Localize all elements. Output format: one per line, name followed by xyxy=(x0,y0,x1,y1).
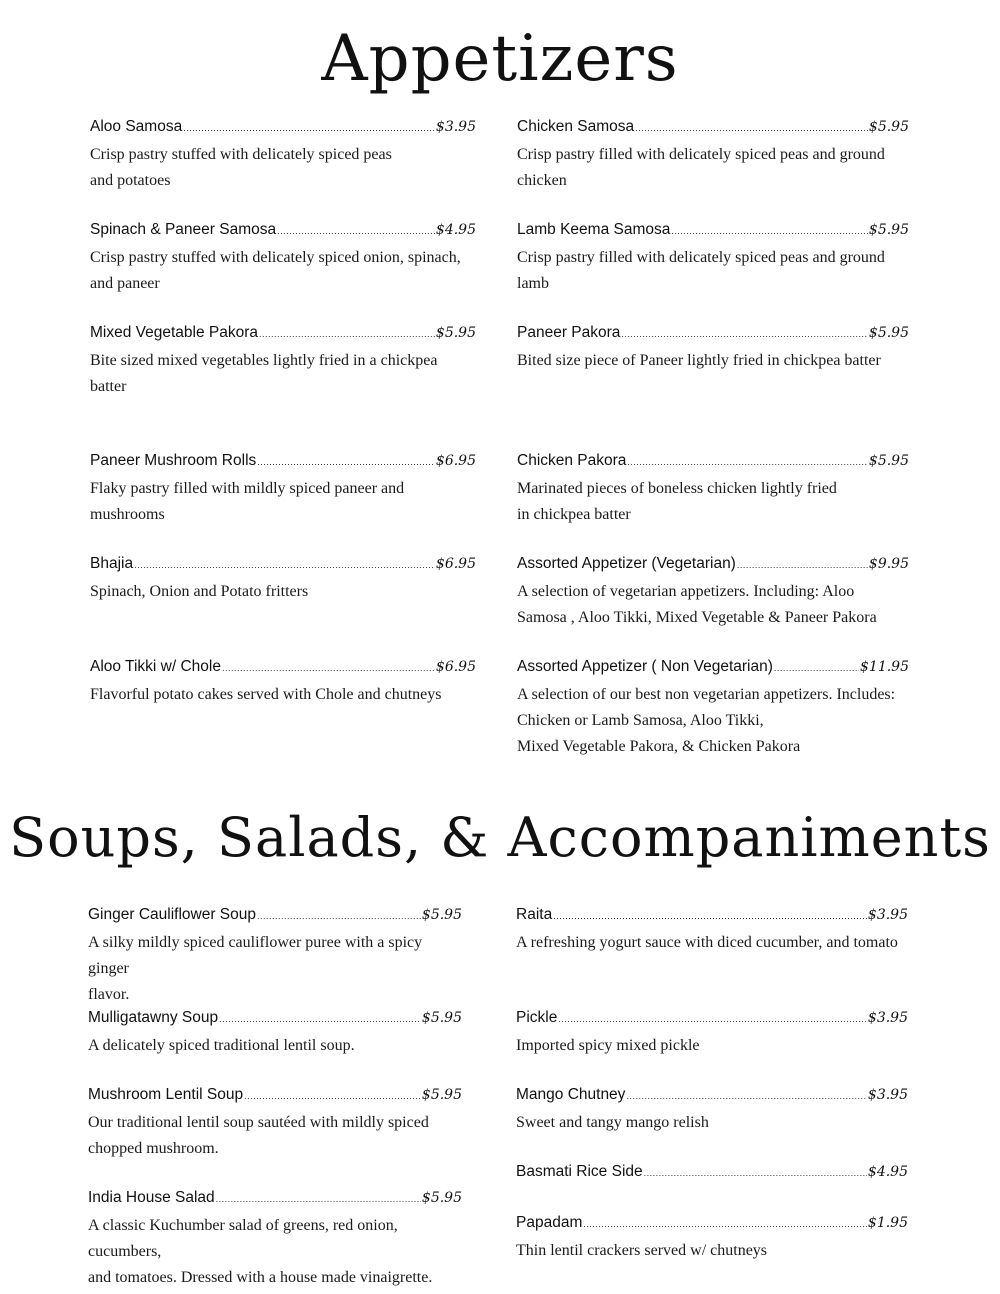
menu-item-name: Aloo Samosa xyxy=(90,118,183,135)
menu-item-header xyxy=(516,1214,908,1236)
menu-item xyxy=(90,118,476,194)
menu-item xyxy=(90,452,476,528)
menu-item xyxy=(90,658,476,708)
menu-item-name: Mulligatawny Soup xyxy=(88,1009,219,1026)
menu-item-header xyxy=(517,555,909,577)
menu-item-price: $5.95 xyxy=(868,222,909,238)
menu-item xyxy=(516,1086,908,1136)
menu-item-name: Paneer Pakora xyxy=(517,324,621,341)
menu-item-price: $5.95 xyxy=(421,907,462,923)
menu-item xyxy=(517,221,909,297)
menu-item-name: Assorted Appetizer ( Non Vegetarian) xyxy=(517,658,773,675)
dot-leader xyxy=(558,1014,867,1024)
menu-item-description: Flaky pastry filled with mildly spiced paneer and mushrooms xyxy=(90,480,405,523)
menu-item-name: Bhajia xyxy=(90,555,134,572)
menu-item-price: $9.95 xyxy=(868,556,909,572)
dot-leader xyxy=(277,226,435,236)
menu-item-price: $6.95 xyxy=(435,453,476,469)
dot-leader xyxy=(553,911,867,921)
menu-item-description: Bited size piece of Paneer lightly fried in chickpea batter xyxy=(517,352,881,369)
dot-leader xyxy=(621,329,868,339)
menu-item-description: A classic Kuchumber salad of greens, red onion, cucumbers, and tomatoes. Dressed with a house made vinaigrette. xyxy=(88,1217,433,1286)
dot-leader xyxy=(134,560,435,570)
menu-item xyxy=(516,1163,908,1187)
menu-item-price: $5.95 xyxy=(868,453,909,469)
menu-item-header xyxy=(517,221,909,243)
menu-item-description: Bite sized mixed vegetables lightly fried in a chickpea batter xyxy=(90,352,438,395)
menu-item-header xyxy=(90,118,476,140)
menu-item-header xyxy=(516,1009,908,1031)
menu-item-header xyxy=(88,906,462,928)
menu-item-description: Flavorful potato cakes served with Chole and chutneys xyxy=(90,686,442,703)
appetizers-title: Appetizers xyxy=(321,22,679,96)
menu-item-name: Paneer Mushroom Rolls xyxy=(90,452,257,469)
menu-item-header xyxy=(516,1163,908,1185)
menu-item xyxy=(517,658,909,760)
menu-item-name: Spinach & Paneer Samosa xyxy=(90,221,277,238)
menu-item-price: $11.95 xyxy=(860,659,909,675)
menu-item-description: A refreshing yogurt sauce with diced cucumber, and tomato xyxy=(516,934,898,951)
menu-item-price: $3.95 xyxy=(867,1087,908,1103)
menu-item-name: Ginger Cauliflower Soup xyxy=(88,906,257,923)
menu-item-header xyxy=(90,221,476,243)
menu-item-description: Marinated pieces of boneless chicken lightly fried in chickpea batter xyxy=(517,480,837,523)
menu-item-description: A silky mildly spiced cauliflower puree with a spicy ginger flavor. xyxy=(88,934,423,1003)
menu-item xyxy=(517,555,909,631)
dot-leader xyxy=(219,1014,421,1024)
menu-item-description: A selection of our best non vegetarian appetizers. Includes: Chicken or Lamb Samosa, Aloo Tikki, Mixed Vegetable Pakora, & Chicken Pakora xyxy=(517,686,896,755)
soups-title: Soups, Salads, & Accompaniments xyxy=(9,806,991,869)
dot-leader xyxy=(257,457,435,467)
menu-item-description: Crisp pastry filled with delicately spiced peas and ground lamb xyxy=(517,249,885,292)
menu-item-header xyxy=(516,906,908,928)
menu-item-header xyxy=(90,324,476,346)
menu-item-price: $5.95 xyxy=(421,1190,462,1206)
menu-item-name: Assorted Appetizer (Vegetarian) xyxy=(517,555,736,572)
menu-item xyxy=(90,555,476,605)
menu-item-name: Pickle xyxy=(516,1009,558,1026)
menu-item-header xyxy=(517,658,909,680)
menu-item xyxy=(517,452,909,528)
menu-item-header xyxy=(516,1086,908,1108)
dot-leader xyxy=(222,663,435,673)
menu-item-name: Mushroom Lentil Soup xyxy=(88,1086,244,1103)
menu-item-header xyxy=(90,555,476,577)
menu-item-description: A delicately spiced traditional lentil soup. xyxy=(88,1037,355,1054)
menu-item xyxy=(90,221,476,297)
dot-leader xyxy=(583,1219,867,1229)
dot-leader xyxy=(635,123,868,133)
menu-item-name: Lamb Keema Samosa xyxy=(517,221,671,238)
menu-item-price: $6.95 xyxy=(435,659,476,675)
dot-leader xyxy=(644,1168,867,1178)
menu-item xyxy=(88,1086,462,1162)
menu-item-header xyxy=(88,1086,462,1108)
menu-item-description: A selection of vegetarian appetizers. Including: Aloo Samosa , Aloo Tikki, Mixed Vegetable & Paneer Pakora xyxy=(517,583,877,626)
dot-leader xyxy=(737,560,868,570)
menu-item xyxy=(516,1214,908,1264)
dot-leader xyxy=(627,457,867,467)
menu-item-price: $4.95 xyxy=(435,222,476,238)
menu-item-header xyxy=(90,658,476,680)
menu-item xyxy=(516,906,908,956)
menu-item xyxy=(88,906,462,1008)
menu-item-description: Sweet and tangy mango relish xyxy=(516,1114,709,1131)
menu-item-header xyxy=(88,1009,462,1031)
menu-item-description: Spinach, Onion and Potato fritters xyxy=(90,583,309,600)
dot-leader xyxy=(216,1194,421,1204)
menu-item-name: Aloo Tikki w/ Chole xyxy=(90,658,221,675)
menu-item-header xyxy=(90,452,476,474)
dot-leader xyxy=(257,911,421,921)
menu-item-name: Mango Chutney xyxy=(516,1086,626,1103)
menu-item-price: $3.95 xyxy=(867,1010,908,1026)
dot-leader xyxy=(259,329,435,339)
menu-item-header xyxy=(517,324,909,346)
menu-item xyxy=(88,1189,462,1291)
dot-leader xyxy=(671,226,868,236)
menu-item-description: Imported spicy mixed pickle xyxy=(516,1037,700,1054)
menu-item-price: $1.95 xyxy=(867,1215,908,1231)
menu-item-description: Crisp pastry filled with delicately spiced peas and ground chicken xyxy=(517,146,885,189)
menu-item xyxy=(90,324,476,400)
menu-item-price: $5.95 xyxy=(421,1087,462,1103)
menu-item-name: Chicken Pakora xyxy=(517,452,627,469)
menu-item-price: $5.95 xyxy=(868,325,909,341)
menu-item-description: Crisp pastry stuffed with delicately spiced onion, spinach, and paneer xyxy=(90,249,461,292)
menu-item-name: Raita xyxy=(516,906,553,923)
menu-item-description: Crisp pastry stuffed with delicately spiced peas and potatoes xyxy=(90,146,392,189)
menu-item-name: Papadam xyxy=(516,1214,583,1231)
menu-item-price: $6.95 xyxy=(435,556,476,572)
dot-leader xyxy=(774,663,859,673)
menu-item-header xyxy=(517,452,909,474)
menu-item xyxy=(517,324,909,374)
menu-item-price: $4.95 xyxy=(867,1164,908,1180)
menu-item-description: Thin lentil crackers served w/ chutneys xyxy=(516,1242,768,1259)
dot-leader xyxy=(183,123,435,133)
menu-item-price: $3.95 xyxy=(867,907,908,923)
menu-item-price: $3.95 xyxy=(435,119,476,135)
menu-item xyxy=(88,1009,462,1059)
menu-item-header xyxy=(517,118,909,140)
menu-item-price: $5.95 xyxy=(435,325,476,341)
menu-item-price: $5.95 xyxy=(868,119,909,135)
menu-item-name: Chicken Samosa xyxy=(517,118,635,135)
menu-item-name: Mixed Vegetable Pakora xyxy=(90,324,259,341)
menu-item-name: Basmati Rice Side xyxy=(516,1163,643,1180)
menu-item xyxy=(517,118,909,194)
menu-item-header xyxy=(88,1189,462,1211)
menu-item-description: Our traditional lentil soup sautéed with mildly spiced chopped mushroom. xyxy=(88,1114,429,1157)
menu-item xyxy=(516,1009,908,1059)
dot-leader xyxy=(626,1091,866,1101)
dot-leader xyxy=(244,1091,421,1101)
menu-item-price: $5.95 xyxy=(421,1010,462,1026)
menu-item-name: India House Salad xyxy=(88,1189,215,1206)
